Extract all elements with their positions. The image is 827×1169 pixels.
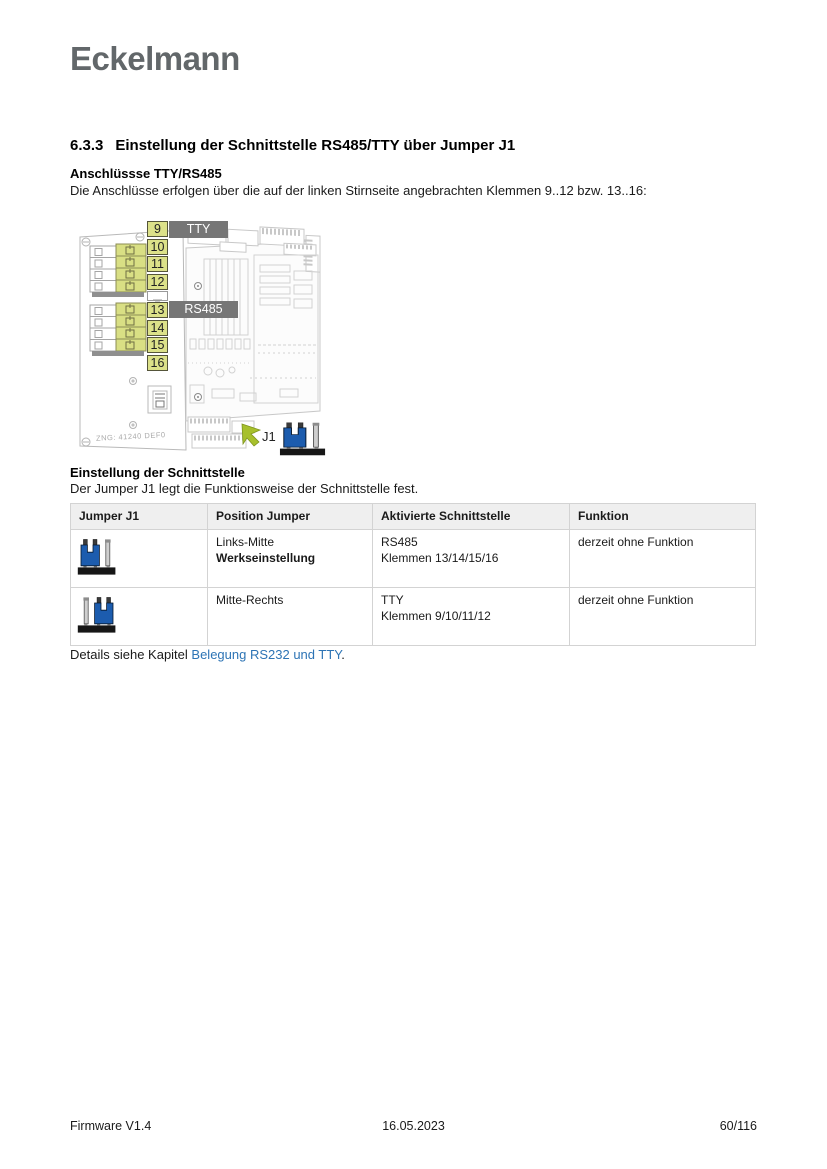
setting-body: Der Jumper J1 legt die Funktionsweise der Schnittstelle fest.	[70, 481, 419, 496]
jumper-settings-table	[70, 503, 756, 646]
terminal-9: 9	[147, 221, 168, 237]
footer-date: 16.05.2023	[382, 1119, 445, 1133]
position-cell	[208, 530, 373, 588]
terminal-16: 16	[147, 355, 168, 371]
function-value: derzeit ohne Funktion	[578, 593, 694, 607]
interface-value: TTY	[381, 593, 404, 607]
function-cell	[570, 530, 756, 588]
header-jumper-j1: Jumper J1	[71, 504, 208, 530]
header-aktivierte-schnittstelle: Aktivierte Schnittstelle	[373, 504, 570, 530]
section-heading	[70, 137, 515, 154]
header-funktion: Funktion	[570, 504, 756, 530]
setting-heading: Einstellung der Schnittstelle	[70, 465, 245, 480]
cursor-arrow-icon	[238, 421, 264, 449]
device-diagram	[70, 213, 332, 461]
interface-terminals: Klemmen 9/10/11/12	[381, 608, 491, 623]
footer-firmware-version: Firmware V1.4	[70, 1119, 152, 1133]
terminal-12: 12	[147, 274, 168, 290]
interface-cell	[373, 530, 570, 588]
header-position-jumper: Position Jumper	[208, 504, 373, 530]
section-number: 6.3.3	[70, 137, 104, 154]
position-cell	[208, 588, 373, 646]
details-prefix: Details siehe Kapitel	[70, 647, 192, 662]
terminal-13: 13	[147, 302, 168, 318]
terminal-divider	[147, 291, 168, 301]
function-cell	[570, 588, 756, 646]
position-value: Mitte-Rechts	[216, 593, 284, 607]
rs485-label: RS485	[169, 301, 238, 318]
table-row-links-mitte	[71, 530, 756, 588]
terminal-14: 14	[147, 320, 168, 336]
jumper-cell	[71, 588, 208, 646]
interface-terminals: Klemmen 13/14/15/16	[381, 550, 499, 565]
position-note: Werkseinstellung	[216, 550, 316, 565]
board-print-text: ZNG: 41240 DEF0	[95, 430, 166, 443]
jumper-links-mitte-icon	[77, 536, 117, 578]
footer-page-number: 60/116	[719, 1119, 757, 1133]
chapter-link[interactable]: Belegung RS232 und TTY	[191, 647, 342, 662]
details-note	[70, 647, 345, 662]
j1-jumper-icon	[279, 422, 327, 456]
terminal-10: 10	[147, 239, 168, 255]
j1-label: J1	[262, 429, 276, 444]
details-suffix: .	[341, 647, 345, 662]
table-row-mitte-rechts	[71, 588, 756, 646]
tty-label: TTY	[169, 221, 228, 238]
position-value: Links-Mitte	[216, 535, 275, 549]
jumper-mitte-rechts-icon	[77, 594, 117, 636]
interface-value: RS485	[381, 535, 418, 549]
function-value: derzeit ohne Funktion	[578, 535, 694, 549]
eckelmann-logo: Eckelmann	[70, 40, 240, 77]
jumper-cell	[71, 530, 208, 588]
table-header-row	[71, 504, 756, 530]
terminal-11: 11	[147, 256, 168, 272]
interface-cell	[373, 588, 570, 646]
terminal-15: 15	[147, 337, 168, 353]
connections-heading: Anschlüssse TTY/RS485	[70, 166, 222, 181]
section-title: Einstellung der Schnittstelle RS485/TTY über Jumper J1	[115, 137, 516, 154]
connections-body: Die Anschlüsse erfolgen über die auf der linken Stirnseite angebrachten Klemmen 9..12 bzw. 13..16:	[70, 183, 647, 198]
